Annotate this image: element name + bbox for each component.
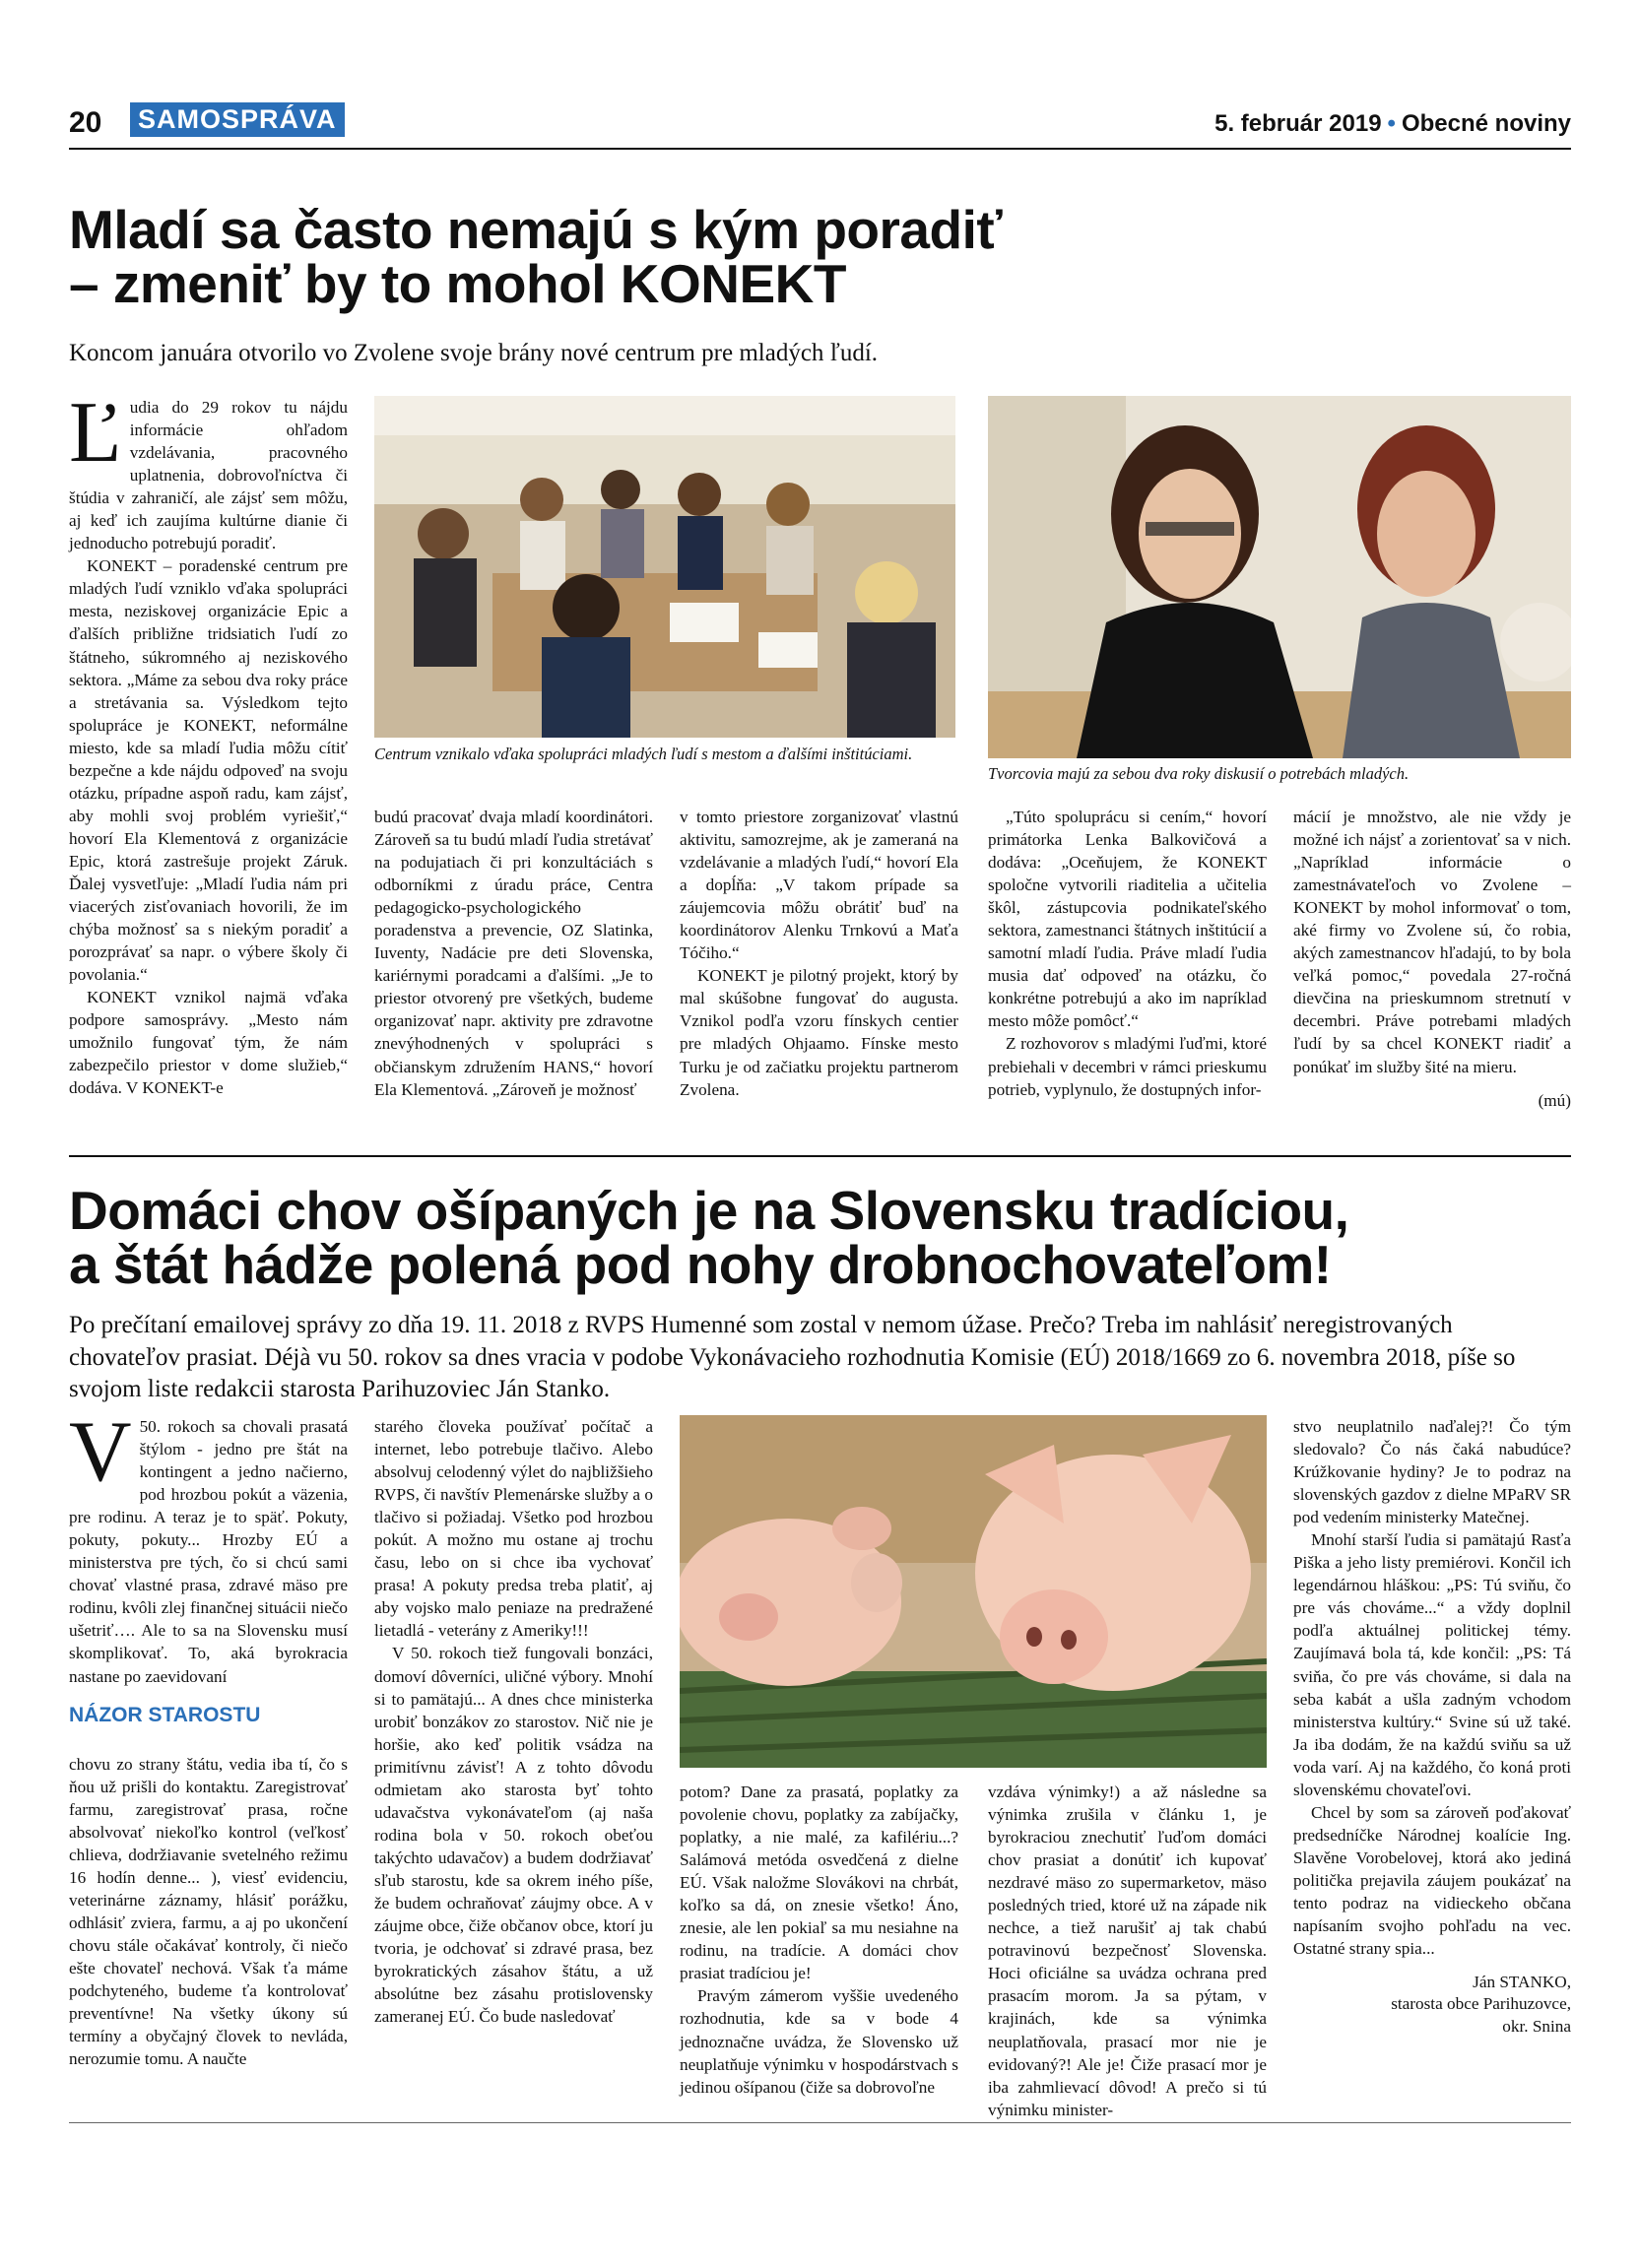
article1-column-1 (69, 385, 348, 1099)
article2-para: chovu zo strany štátu, vedia iba tí, čo s ňou už prišli do kontaktu. Zaregistrovať farmu, zaregistrovať prasa, ročne absolvovať niekoľko kontrol (veľkosť chlieva, dodržiavanie svetelného režimu 16 hodín denne... ), viesť evidenciu, veterinárne záznamy, hlásiť porážku, odhlásiť zviera, farmu, a aj po ukončení chovu stále očakávať kontroly, či niečo ešte chovateľ nechová. Však ťa máme podchyteného, budeme ťa kontrolovať preventívne! Na všetky úkony sú termíny a obyčajný človek to nevládа, nerozumie tomu. A naučte (69, 1754, 348, 2069)
article2-dropcap: V (69, 1404, 132, 1500)
photo-pigs-graphic (680, 1415, 1267, 1768)
article1-byline: (mú) (1538, 1090, 1571, 1110)
article1-para (69, 385, 348, 554)
issue-info (1214, 110, 1571, 138)
page-header (69, 102, 1571, 150)
article1-para: KONEKT vznikol najmä vďaka podpore samosprávy. „Mesto nám umožnilo fungovať tým, že nám zabezpečilo priestor v dome služieb,“ dodáva. V KONEKT-e (69, 988, 348, 1098)
article1-dropcap: Ľ (69, 385, 122, 481)
separator-dot: • (1387, 110, 1396, 137)
signature-block (1293, 1972, 1571, 2038)
publication-name: Obecné noviny (1401, 110, 1571, 137)
article1-para: „Túto spoluprácu si cením,“ hovorí primátorka Lenka Balkovičová a dodáva: „Oceňujem, že KONEKT spoločne vytvorili riaditelia a učitelia škôl, zástupcovia podnikateľského sektora, zamestnanci štátnych inštitúcií a samotní mladí ľudia. Práve mladí ľudia musia dať odpoveď na otázku, čo konkrétne potrebujú a ako im napríklad mesto môže pomôcť.“ (988, 808, 1267, 1031)
article2-para: potom? Dane za prasatá, poplatky za povolenie chovu, poplatky za zabíjačky, poplatky, a nie malé, za kafilériu...? Salámová metóda osvedčená z dielne EÚ. Však naložme Slovákovi na chrbát, koľko sa dá, on znesie všetko! Áno, znesie, ale len pokiaľ sa mu nesiahne na rodinu, na tradície. A domáci chov prasiat tradíciou je! (680, 1782, 958, 1983)
article1-column-5 (1293, 806, 1571, 1112)
article1-deck: Koncom januára otvorilo vo Zvolene svoje brány nové centrum pre mladých ľudí. (69, 340, 879, 366)
photo-caption-2: Tvorcovia majú za sebou dva roky diskusií o potrebách mladých. (988, 764, 1410, 783)
article1-para: budú pracovať dvaja mladí koordinátori. Zároveň sa tu budú mladí ľudia stretávať na podujatiach či pri konzultáciách s odborníkmi z úradu práce, Centra pedagogicko-psychologického poradenstva a prevencie, OZ Slatinka, Iuventy, Nadácie pre deti Slovenska, kariérnymi poradcami a ďalšími. „Je to priestor otvorený pre všetkých, budeme organizovať napr. aktivity pre zdravotne znevýhodnených v spolupráci s občianskym združením HANS,“ hovorí Ela Klementová. „Zároveň je možnosť (374, 808, 653, 1099)
article2-column-3 (680, 1781, 958, 2099)
photo-two-women (988, 396, 1571, 758)
article1-column-3 (680, 806, 958, 1101)
article2-column-4 (988, 1781, 1267, 2121)
photo-workshop-graphic (374, 396, 955, 738)
article1-headline-line2: – zmeniť by to mohol KONEKT (69, 253, 846, 314)
article2-headline-line2: a štát hádže polená pod nohy drobnochovateľom! (69, 1234, 1332, 1295)
photo-caption-1: Centrum vznikalo vďaka spolupráci mladých ľudí s mestom a ďalšími inštitúciami. (374, 745, 913, 763)
photo-pigs (680, 1415, 1267, 1768)
article-divider (69, 1155, 1571, 1157)
article2-headline-line1: Domáci chov ošípaných je na Slovensku tradíciou, (69, 1180, 1349, 1241)
article2-para-text: 50. rokoch sa chovali prasatá štýlom - jedno pre štát na kontingent a jedno načierno, pod hrozbou pokút a väzenia, pre rodinu. A teraz je to späť. Pokuty, pokuty, pokuty... Hrozby EÚ a ministerstva pre tých, čo si chcú sami chovať vlastné prasa, zdravé mäso pre rodinu, kvôli zlej finančnej situácii niečo ušetriť…. Ale to sa na Slovensku musí skomplikovať. To, aká byrokracia nastane po zaevidovaní (69, 1417, 348, 1686)
article2-deck: Po prečítaní emailovej správy zo dňa 19. 11. 2018 z RVPS Humenné som zostal v nemom úžase. Prečo? Treba im nahlásiť neregistrovaných chovateľov prasiat. Déjà vu 50. rokov sa dnes vracia v podobe Vykonávacieho rozhodnutia Komisie (EÚ) 2018/1669 zo 6. novembra 2018, píše so svojom liste redakcii starosta Parihuzoviec Ján Stanko. (69, 1312, 1516, 1402)
article2-para: vzdáva výnimky!) a až následne sa výnimka zrušila v článku 1, je byrokraciou znechutiť ľuďom domáci chov prasiat a donútiť ich kupovať nezdravé mäso zo supermarketov, mäso posledných tried, ktoré už na západe nik nechce, a tiež narušiť aj tak chabú potravinovú bezpečnosť Slovenska. Hoci oficiálne sa uvádza ochrana pred prasacím morom. Ja sa pýtam, v krajinách, kde sa výnimka neuplatňovala, prasací mor nie je evidovaný?! Ale je! Čiže prasací mor je iba zahmlievací dôvod! A prečo si tú výnimku minister- (988, 1782, 1267, 2119)
photo-two-women-graphic (988, 396, 1571, 758)
signature-district: okr. Snina (1502, 2016, 1571, 2036)
article2-para: Chcel by som sa zároveň poďakovať predsedníčke Národnej koalície Ing. Slavěne Vorobelovej, ktorá ako jediná politička prejavila záujem poukázať na tento podraz na vidieckeho občana napísaním svojho pohľadu na vec. Ostatné strany spia... (1293, 1802, 1571, 1959)
page-number: 20 (69, 106, 102, 139)
article1-para: v tomto priestore zorganizovať vlastnú aktivitu, samozrejme, ak je zameraná na vzdelávanie a mladých ľudí,“ hovorí Ela a dopĺňa: „V takom prípade sa záujemcovia môžu obrátiť buď na koordinátorov Alenku Trnkovú a Maťa Tóčiho.“ (680, 808, 958, 963)
article1-para: KONEKT – poradenské centrum pre mladých ľudí vzniklo vďaka spolupráci mesta, neziskovej organizácie Epic a ďalších približne tridsiatich ľudí zo štátneho, súkromného aj neziskového sektora. „Máme za sebou dva roky práce a stretávania sa. Výsledkom tejto spolupráce je KONEKT, neformálne miesto, kde sa mladí ľudia môžu cítiť bezpečne a kde nájdu odpoveď na svoju otázku, prípadne aspoň radu, kam zájsť, aby mohli svoj problém vyriešiť,“ hovorí Ela Klementová z organizácie Epic, ktorá zastrešuje projekt Záruk. Ďalej vysvetľuje: „Mladí ľudia nám pri viacerých zisťovaniach hovorili, že im chýba možnosť sa s niekým poradiť a porozprávať sa napr. o výbere školy či povolania.“ (69, 556, 348, 985)
signature-name: Ján STANKO, (1473, 1973, 1571, 1992)
signature-role: starosta obce Parihuzovce, (1391, 1994, 1571, 2014)
article2-para (69, 1404, 348, 1688)
article2-para: Pravým zámerom vyššie uvedeného rozhodnutia, kde sa v bode 4 jednoznačne uvádza, že Slovensko už neuplatňuje výnimku v hospodárstvach s jedinou ošípanou (čiže sa dobrovoľne (680, 1986, 958, 2097)
bottom-rule (69, 2122, 1571, 2123)
article2-para: V 50. rokoch tiež fungovali bonzáci, domoví dôverníci, uličné výbory. Mnohí si to pamätajú... A dnes chce ministerka urobiť bonzákov zo starostov. Nič nie je horšie, ako keď politik vsádza na primitívnu závisť! A z tohto dôvodu odmietam ako starosta byť tohto udavačstva vykonávateľom (aj naša rodina bola v 50. rokoch obeťou takýchto udavačov) a budem dodržiavať sľub starostu, kde sa okrem iného píše, že budem ochraňovať záujmy obce. A v záujme obce, čiže občanov obce, ktorí ju tvoria, je odchovať si zdravé prasa, bez byrokratických zásahov štátu, a už absolútne bez zásahu protislovensky zameranej EÚ. Čo bude nasledovať (374, 1644, 653, 2027)
article1-headline (69, 199, 1003, 314)
photo-workshop-group (374, 396, 955, 738)
article1-para: Z rozhovorov s mladými ľuďmi, ktoré prebiehali v decembri v rámci prieskumu potrieb, vyplynulo, že dostupných infor- (988, 1034, 1268, 1099)
article1-column-4 (988, 806, 1267, 1101)
article1-para: KONEKT je pilotný projekt, ktorý by mal skúšobne fungovať do augusta. Vznikol podľa vzoru fínskych centier pre mladých Ohjaamo. Fínske mesto Turku je od začiatku projektu partnerom Zvolena. (680, 966, 958, 1099)
article1-para: mácií je množstvo, ale nie vždy je možné ich nájsť a zorientovať sa v nich. „Napríklad informácie o zamestnávateľoch vo Zvolene – KONEKT by mohol informovať o tom, aké firmy vo Zvolene sú, čo robia, akých zamestnancov hľadajú, to by bola veľká pomoc,“ povedala 27-ročná dievčina na prieskumnom stretnutí v decembri. Práve potrebami mladých ľudí by sa chcel KONEKT riadiť a ponúkať im služby šité na mieru. (1293, 808, 1571, 1076)
opinion-subhead: NÁZOR STAROSTU (69, 1703, 261, 1726)
article2-column-1 (69, 1404, 348, 2070)
article2-para: Mnohí starší ľudia si pamätajú Rasťa Piška a jeho listy premiérovi. Končil ich legendárnou hláškou: „PS: Tú sviňu, čo pre vás chováme...“ a vždy doplnil podľa aktuálnej politickej témy. Zaujímavá bola tá, kde končil: „PS: Tá sviňa, čo pre vás chováme, si dala na seba kabát a ušla zadným vchodom ministerstva kultúry.“ Svine sú už také. Ja iba dodám, že na každú sviňu sa už voda varí. Aj na každého, čo koná proti slovenskému chovateľovi. (1293, 1530, 1571, 1799)
article2-headline (69, 1180, 1349, 1295)
article2-column-5 (1293, 1415, 1571, 2038)
article2-column-2 (374, 1415, 653, 2028)
section-label: SAMOSPRÁVA (130, 102, 345, 137)
article1-column-2 (374, 806, 653, 1101)
article1-para-text: udia do 29 rokov tu nájdu informácie ohľadom vzdelávania, pracovného uplatnenia, dobrovoľníctva či štúdia v zahraničí, ale zájsť sem môžu, aj keď ich zaujíma kultúrne dianie či jednoducho potrebujú poradiť. (69, 398, 348, 553)
article1-headline-line1: Mladí sa často nemajú s kým poradiť (69, 199, 1003, 260)
article2-para: stvo neuplatnilo naďalej?! Čo tým sledovalo? Čo nás čaká nabudúce? Krúžkovanie hydiny? Je to podraz na slovenských gazdov z dielne MPaRV SR pod vedením ministerky Matečnej. (1293, 1417, 1571, 1527)
article2-para: starého človeka používať počítač a internet, lebo potrebuje tlačivo. Alebo absolvuj celodenný výlet do najbližšieho RVPS, či navštív Plemenárske služby a o tlačivo si požiadaj. Všetko pod hrozbou pokút. A možno mu ostane aj trochu času, lebo on si chce iba vychovať prasa! A pokuty predsa treba platiť, aj aby vojsko malo peniaze na predražené lietadlá - veterány z Ameriky!!! (374, 1417, 653, 1641)
issue-date: 5. február 2019 (1214, 110, 1382, 137)
